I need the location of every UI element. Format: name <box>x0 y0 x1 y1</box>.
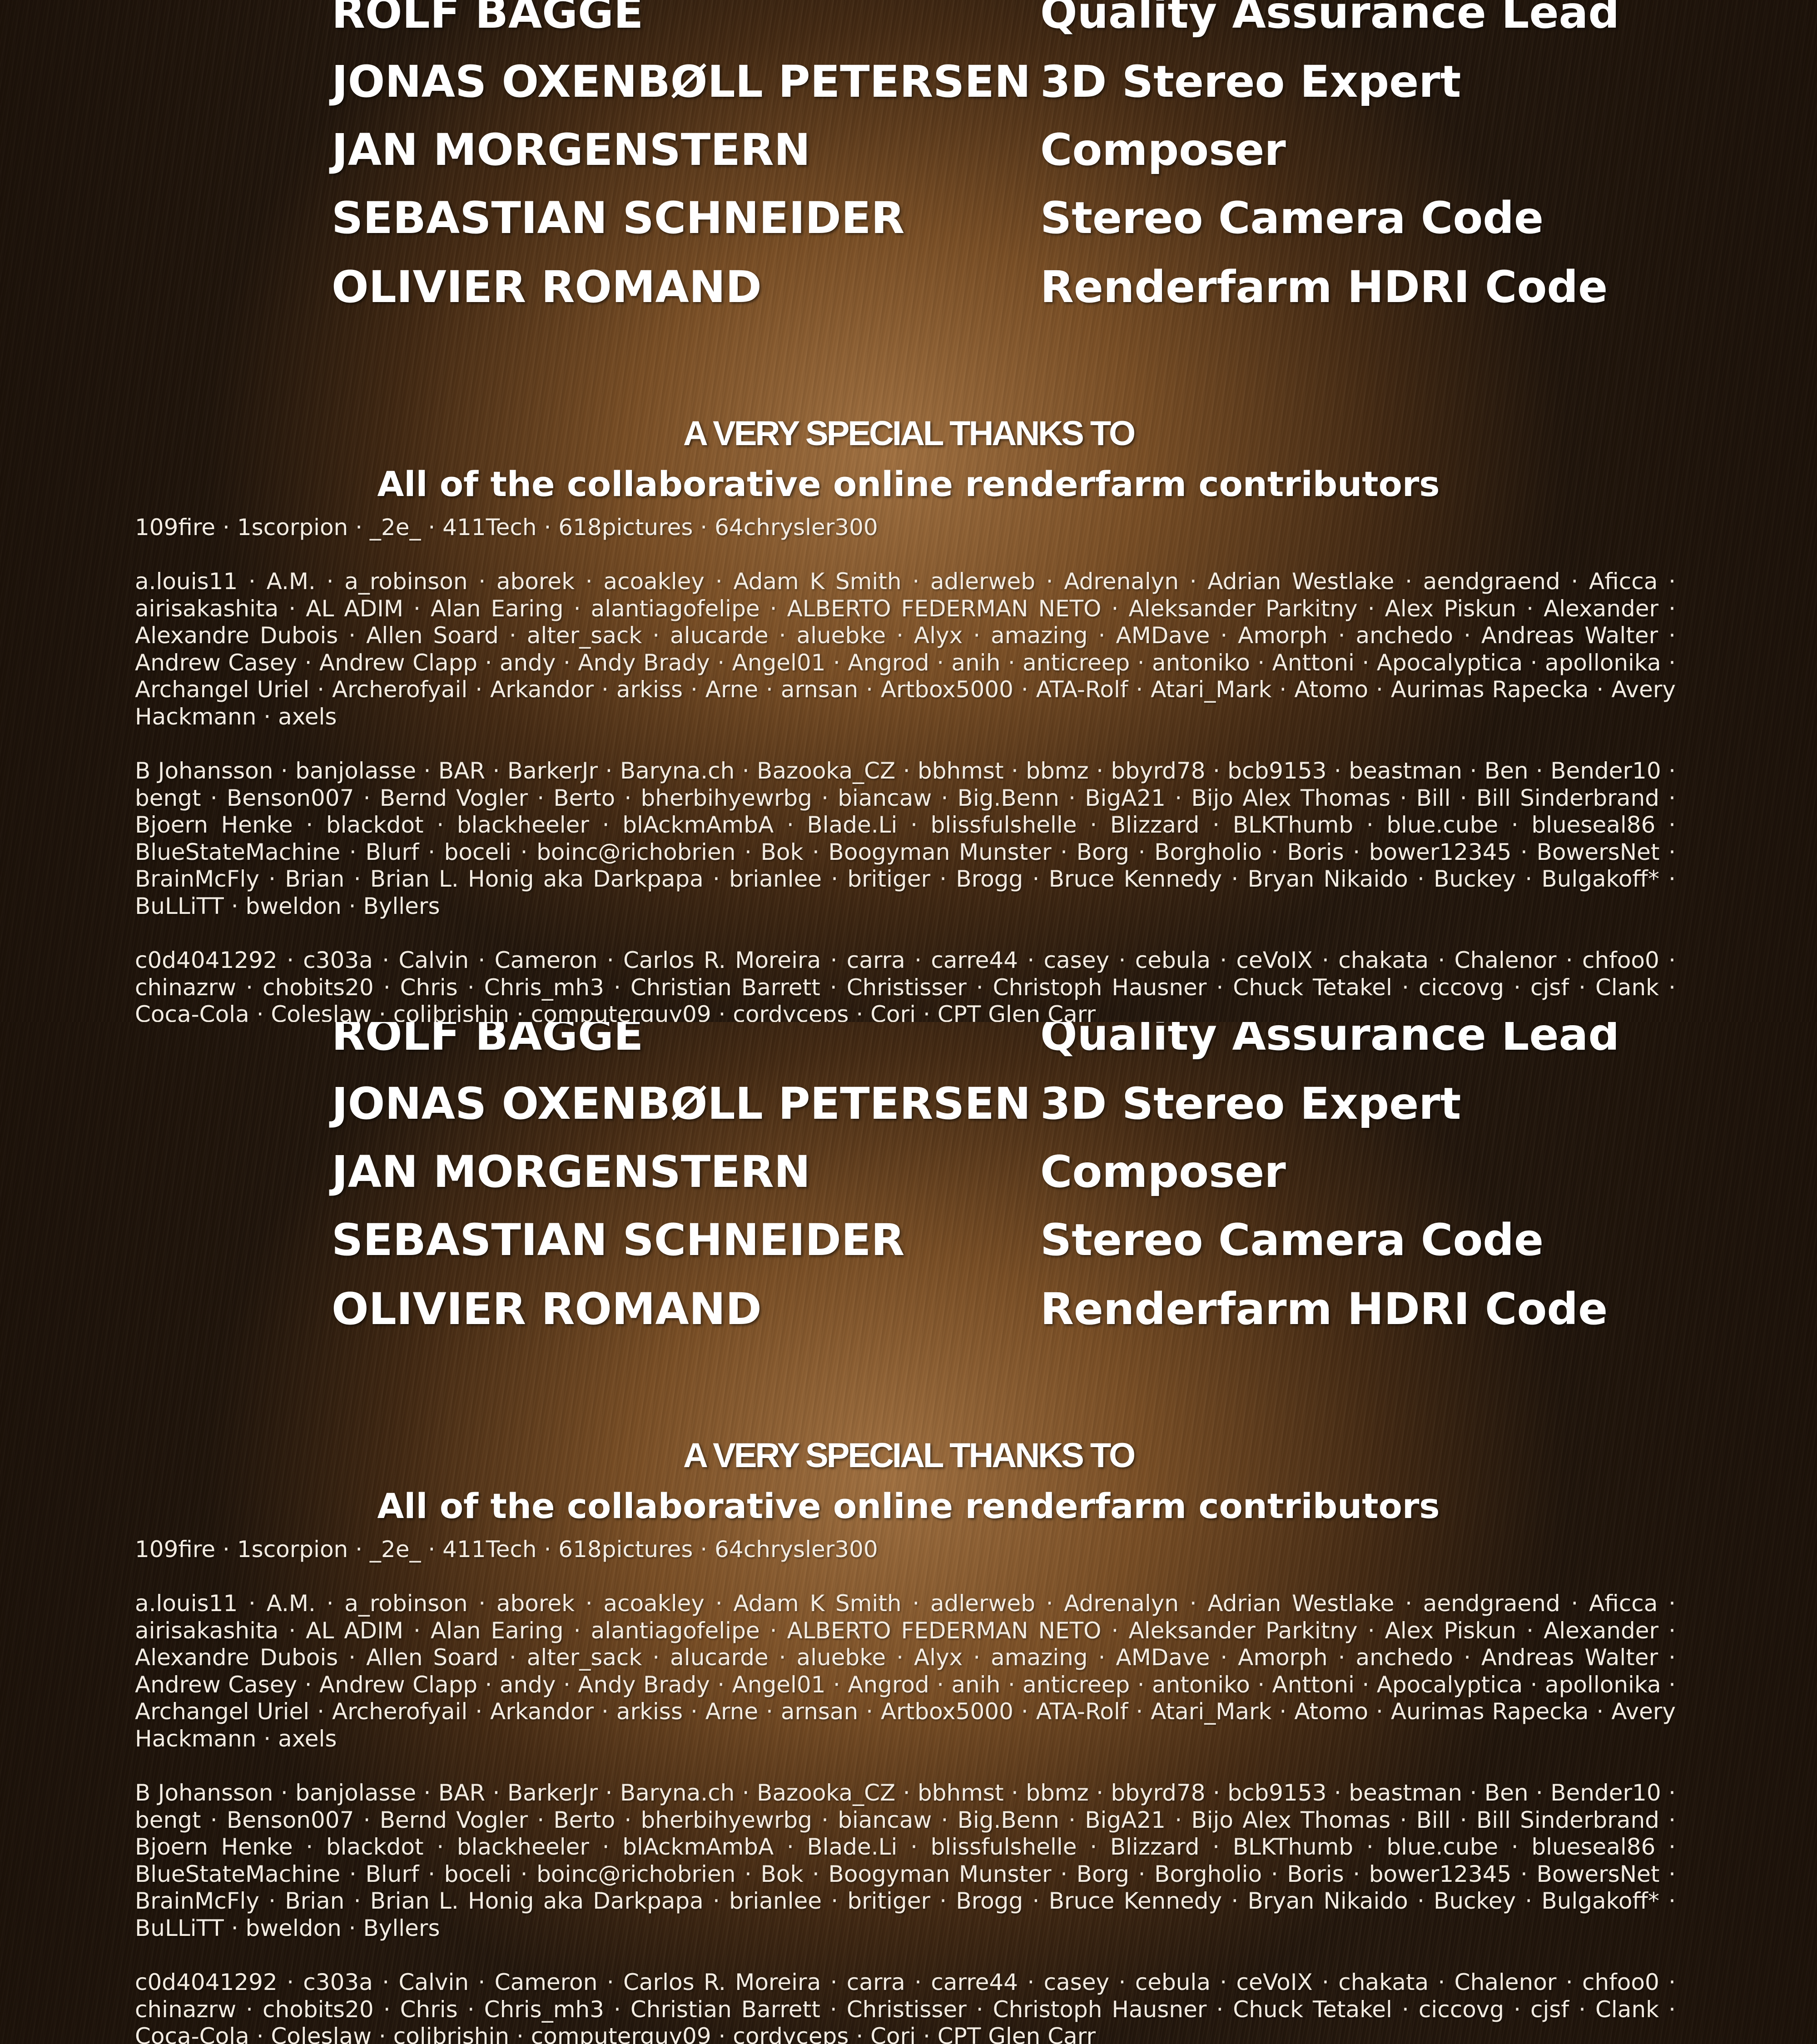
credit-role: Composer <box>1040 123 1286 177</box>
credit-name: OLIVIER ROMAND <box>332 1282 762 1336</box>
credit-name: JONAS OXENBØLL PETERSEN <box>332 55 1031 109</box>
contributors-c: c0d4041292 · c303a · Calvin · Cameron · Carlos R. Moreira · carra · carre44 · casey · cebula · ceVoIX · chakata · Chalenor · chfoo0 · chinazrw · chobits20 · Chris · Chris_mh3 · Christian Barrett · Christisser · Christoph Hausner · Chuck Tetakel · ciccovg · cjsf · Clank · Coca-Cola · Coleslaw · colibrishin · computerguy09 · cordyceps · Cori · CPT Glen Carr <box>135 947 1676 1022</box>
credit-name: JONAS OXENBØLL PETERSEN <box>332 1077 1031 1131</box>
contributors-b: B Johansson · banjolasse · BAR · BarkerJr · Baryna.ch · Bazooka_CZ · bbhmst · bbmz · bbyrd78 · bcb9153 · beastman · Ben · Bender10 · bengt · Benson007 · Bernd Vogler · Berto · bherbihyewrbg · biancaw · Big.Benn · BigA21 · Bijo Alex Thomas · Bill · Bill Sinderbrand · Bjoern Henke · blackdot · blackheeler · blAckmAmbA · Blade.Li · blissfulshelle · Blizzard · BLKThumb · blue.cube · blueseal86 · BlueStateMachine · Blurf · boceli · boinc@richobrien · Bok · Boogyman Munster · Borg · Borgholio · Boris · bower12345 · BowersNet · BrainMcFly · Brian · Brian L. Honig aka Darkpapa · brianlee · britiger · Brogg · Bruce Kennedy · Bryan Nikaido · Buckey · Bulgakoff* · BuLLiTT · bweldon · Byllers <box>135 1780 1676 1942</box>
credit-name: SEBASTIAN SCHNEIDER <box>332 191 904 245</box>
credit-name: ROLF BAGGE <box>332 1022 643 1062</box>
credit-role: Stereo Camera Code <box>1040 1213 1544 1267</box>
credit-name: ROLF BAGGE <box>332 0 643 40</box>
special-thanks-subtitle: All of the collaborative online renderfarm contributors <box>0 1483 1817 1529</box>
contributors-numeric: 109fire · 1scorpion · _2e_ · 411Tech · 618pictures · 64chrysler300 <box>135 1536 1676 1563</box>
credit-role: Renderfarm HDRI Code <box>1040 1282 1608 1336</box>
credit-role: Composer <box>1040 1145 1286 1199</box>
credit-name: OLIVIER ROMAND <box>332 260 762 314</box>
credit-name: SEBASTIAN SCHNEIDER <box>332 1213 904 1267</box>
contributors-a: a.louis11 · A.M. · a_robinson · aborek · acoakley · Adam K Smith · adlerweb · Adrenalyn · Adrian Westlake · aendgraend · Aficca · airisakashita · AL ADIM · Alan Earing · alantiagofelipe · ALBERTO FEDERMAN NETO · Aleksander Parkitny · Alex Piskun · Alexander · Alexandre Dubois · Allen Soard · alter_sack · alucarde · aluebke · Alyx · amazing · AMDave · Amorph · anchedo · Andreas Walter · Andrew Casey · Andrew Clapp · andy · Andy Brady · Angel01 · Angrod · anih · anticreep · antoniko · Anttoni · Apocalyptica · apollonika · Archangel Uriel · Archerofyail · Arkandor · arkiss · Arne · arnsan · Artbox5000 · ATA-Rolf · Atari_Mark · Atomo · Aurimas Rapecka · Avery Hackmann · axels <box>135 1590 1676 1752</box>
contributors-a: a.louis11 · A.M. · a_robinson · aborek · acoakley · Adam K Smith · adlerweb · Adrenalyn · Adrian Westlake · aendgraend · Aficca · airisakashita · AL ADIM · Alan Earing · alantiagofelipe · ALBERTO FEDERMAN NETO · Aleksander Parkitny · Alex Piskun · Alexander · Alexandre Dubois · Allen Soard · alter_sack · alucarde · aluebke · Alyx · amazing · AMDave · Amorph · anchedo · Andreas Walter · Andrew Casey · Andrew Clapp · andy · Andy Brady · Angel01 · Angrod · anih · anticreep · antoniko · Anttoni · Apocalyptica · apollonika · Archangel Uriel · Archerofyail · Arkandor · arkiss · Arne · arnsan · Artbox5000 · ATA-Rolf · Atari_Mark · Atomo · Aurimas Rapecka · Avery Hackmann · axels <box>135 568 1676 730</box>
credit-name: JAN MORGENSTERN <box>332 123 810 177</box>
contributors-numeric: 109fire · 1scorpion · _2e_ · 411Tech · 618pictures · 64chrysler300 <box>135 514 1676 541</box>
credit-role: 3D Stereo Expert <box>1040 1077 1461 1131</box>
special-thanks-title: A VERY SPECIAL THANKS TO <box>0 1433 1817 1478</box>
contributors-b: B Johansson · banjolasse · BAR · BarkerJr · Baryna.ch · Bazooka_CZ · bbhmst · bbmz · bbyrd78 · bcb9153 · beastman · Ben · Bender10 · bengt · Benson007 · Bernd Vogler · Berto · bherbihyewrbg · biancaw · Big.Benn · BigA21 · Bijo Alex Thomas · Bill · Bill Sinderbrand · Bjoern Henke · blackdot · blackheeler · blAckmAmbA · Blade.Li · blissfulshelle · Blizzard · BLKThumb · blue.cube · blueseal86 · BlueStateMachine · Blurf · boceli · boinc@richobrien · Bok · Boogyman Munster · Borg · Borgholio · Boris · bower12345 · BowersNet · BrainMcFly · Brian · Brian L. Honig aka Darkpapa · brianlee · britiger · Brogg · Bruce Kennedy · Bryan Nikaido · Buckey · Bulgakoff* · BuLLiTT · bweldon · Byllers <box>135 758 1676 920</box>
credit-role: 3D Stereo Expert <box>1040 55 1461 109</box>
credit-role: Quality Assurance Lead <box>1040 0 1619 40</box>
special-thanks-title: A VERY SPECIAL THANKS TO <box>0 411 1817 456</box>
credit-role: Stereo Camera Code <box>1040 191 1544 245</box>
special-thanks-subtitle: All of the collaborative online renderfarm contributors <box>0 461 1817 507</box>
credit-role: Quality Assurance Lead <box>1040 1022 1619 1062</box>
credit-name: JAN MORGENSTERN <box>332 1145 810 1199</box>
contributors-c: c0d4041292 · c303a · Calvin · Cameron · Carlos R. Moreira · carra · carre44 · casey · cebula · ceVoIX · chakata · Chalenor · chfoo0 · chinazrw · chobits20 · Chris · Chris_mh3 · Christian Barrett · Christisser · Christoph Hausner · Chuck Tetakel · ciccovg · cjsf · Clank · Coca-Cola · Coleslaw · colibrishin · computerguy09 · cordyceps · Cori · CPT Glen Carr <box>135 1969 1676 2044</box>
credit-role: Renderfarm HDRI Code <box>1040 260 1608 314</box>
